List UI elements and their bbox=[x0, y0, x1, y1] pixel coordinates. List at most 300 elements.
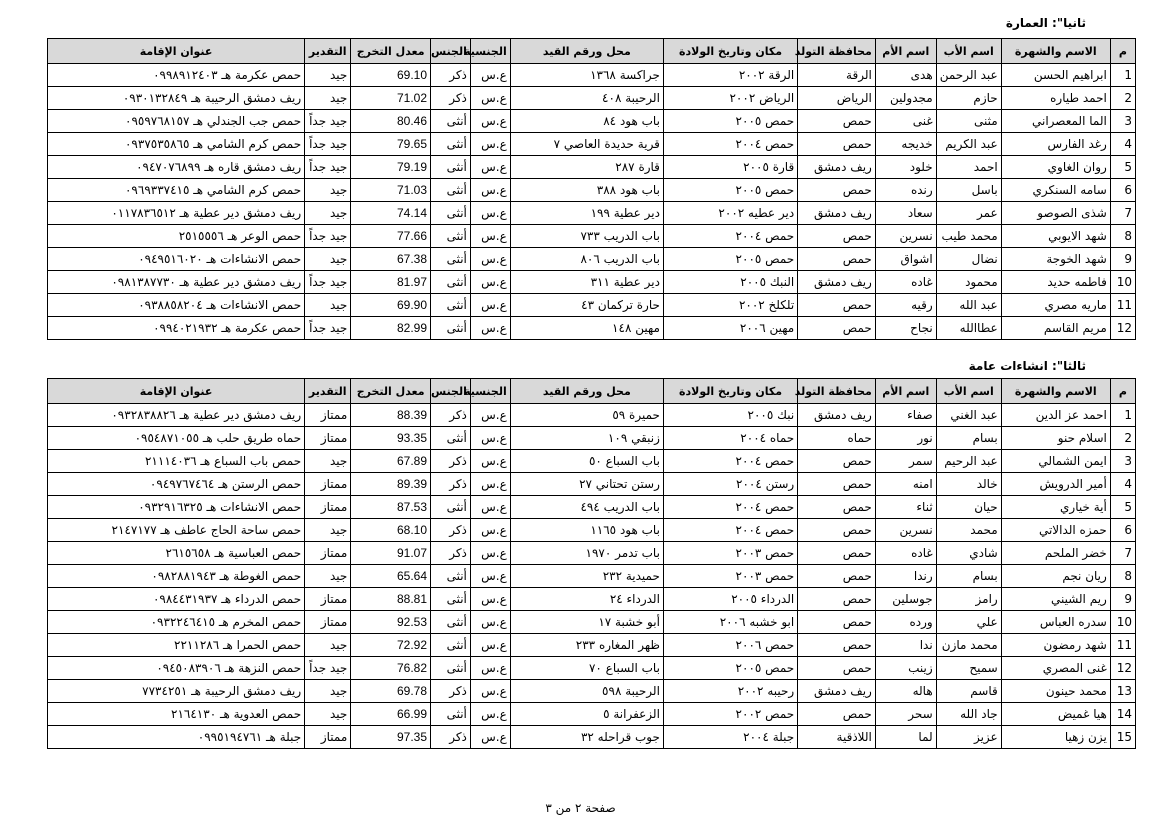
cell-birth-governorate: حمص bbox=[798, 703, 876, 726]
cell-gender: أنثى bbox=[431, 179, 471, 202]
table-row bbox=[48, 317, 1136, 340]
cell-registry-place-number: باب الدريب ٨٠٦ bbox=[510, 248, 663, 271]
cell-graduation-average: 71.02 bbox=[351, 87, 431, 110]
cell-nationality: ع.س bbox=[470, 64, 510, 87]
cell-student-name: احمد عز الدين bbox=[1001, 404, 1110, 427]
cell-birth-place-date: الرقة ٢٠٠٢ bbox=[663, 64, 797, 87]
cell-birth-place-date: حمص ٢٠٠٤ bbox=[663, 496, 797, 519]
cell-registry-place-number: باب السباع ٥٠ bbox=[510, 450, 663, 473]
cell-graduation-average: 79.65 bbox=[351, 133, 431, 156]
cell-registry-place-number: دير عطية ١٩٩ bbox=[510, 202, 663, 225]
cell-father-name: حيان bbox=[936, 496, 1001, 519]
cell-row-number: 1 bbox=[1110, 404, 1135, 427]
students-table-public-construction bbox=[47, 378, 1136, 749]
cell-birth-place-date: نبك ٢٠٠٥ bbox=[663, 404, 797, 427]
cell-birth-place-date: الرياض ٢٠٠٢ bbox=[663, 87, 797, 110]
cell-row-number: 1 bbox=[1110, 64, 1135, 87]
cell-registry-place-number: الدرداء ٢٤ bbox=[510, 588, 663, 611]
cell-mother-name: سمر bbox=[875, 450, 936, 473]
cell-grade: جيد bbox=[305, 634, 351, 657]
cell-father-name: علي bbox=[936, 611, 1001, 634]
cell-birth-place-date: حماه ٢٠٠٤ bbox=[663, 427, 797, 450]
cell-grade: جيد bbox=[305, 202, 351, 225]
cell-birth-governorate: حمص bbox=[798, 179, 876, 202]
cell-grade: جيد bbox=[305, 294, 351, 317]
cell-grade: ممتاز bbox=[305, 473, 351, 496]
cell-row-number: 6 bbox=[1110, 179, 1135, 202]
cell-father-name: قاسم bbox=[936, 680, 1001, 703]
cell-birth-place-date: دير عطيه ٢٠٠٢ bbox=[663, 202, 797, 225]
table-row bbox=[48, 542, 1136, 565]
cell-mother-name: مجدولين bbox=[875, 87, 936, 110]
cell-gender: أنثى bbox=[431, 565, 471, 588]
cell-nationality: ع.س bbox=[470, 657, 510, 680]
cell-residence-address: ريف دمشق الرحيبة هـ ٧٧٣٤٢٥١ bbox=[48, 680, 305, 703]
cell-registry-place-number: باب تدمر ١٩٧٠ bbox=[510, 542, 663, 565]
cell-grade: جيد bbox=[305, 680, 351, 703]
cell-father-name: عزيز bbox=[936, 726, 1001, 749]
table-row bbox=[48, 680, 1136, 703]
cell-residence-address: جبلة هـ ٠٩٩٥١٩٤٧٦١ bbox=[48, 726, 305, 749]
cell-graduation-average: 92.53 bbox=[351, 611, 431, 634]
cell-nationality: ع.س bbox=[470, 496, 510, 519]
cell-residence-address: حماه طريق حلب هـ ٠٩٥٤٨٧١٠٥٥ bbox=[48, 427, 305, 450]
cell-graduation-average: 65.64 bbox=[351, 565, 431, 588]
cell-father-name: نضال bbox=[936, 248, 1001, 271]
cell-residence-address: حمص الانشاءات هـ ٠٩٣٨٨٥٨٢٠٤ bbox=[48, 294, 305, 317]
cell-birth-governorate: حمص bbox=[798, 248, 876, 271]
table-row bbox=[48, 496, 1136, 519]
cell-graduation-average: 81.97 bbox=[351, 271, 431, 294]
cell-birth-governorate: حمص bbox=[798, 110, 876, 133]
cell-graduation-average: 89.39 bbox=[351, 473, 431, 496]
cell-gender: ذكر bbox=[431, 64, 471, 87]
cell-father-name: عطاالله bbox=[936, 317, 1001, 340]
cell-gender: أنثى bbox=[431, 703, 471, 726]
cell-student-name: أمير الدرويش bbox=[1001, 473, 1110, 496]
column-header-birth-place-date: مكان وتاريخ الولادة bbox=[663, 39, 797, 64]
column-header-row-number: م bbox=[1110, 39, 1135, 64]
cell-registry-place-number: باب هود ٣٨٨ bbox=[510, 179, 663, 202]
cell-father-name: سميح bbox=[936, 657, 1001, 680]
cell-graduation-average: 72.92 bbox=[351, 634, 431, 657]
cell-birth-place-date: الدرداء ٢٠٠٥ bbox=[663, 588, 797, 611]
cell-graduation-average: 66.99 bbox=[351, 703, 431, 726]
cell-student-name: محمد حينون bbox=[1001, 680, 1110, 703]
cell-residence-address: حمص العباسية هـ ٢٦١٥٦٥٨ bbox=[48, 542, 305, 565]
cell-registry-place-number: الرحيبة ٥٩٨ bbox=[510, 680, 663, 703]
cell-mother-name: خلود bbox=[875, 156, 936, 179]
table-row bbox=[48, 179, 1136, 202]
cell-grade: ممتاز bbox=[305, 542, 351, 565]
cell-mother-name: ورده bbox=[875, 611, 936, 634]
table-row bbox=[48, 271, 1136, 294]
cell-birth-place-date: النبك ٢٠٠٥ bbox=[663, 271, 797, 294]
cell-mother-name: رندا bbox=[875, 565, 936, 588]
cell-nationality: ع.س bbox=[470, 450, 510, 473]
cell-graduation-average: 79.19 bbox=[351, 156, 431, 179]
cell-gender: ذكر bbox=[431, 519, 471, 542]
cell-registry-place-number: زنبقي ١٠٩ bbox=[510, 427, 663, 450]
table-row bbox=[48, 588, 1136, 611]
cell-student-name: سدره العباس bbox=[1001, 611, 1110, 634]
cell-gender: أنثى bbox=[431, 248, 471, 271]
cell-mother-name: نسرين bbox=[875, 519, 936, 542]
cell-registry-place-number: باب الدريب ٤٩٤ bbox=[510, 496, 663, 519]
cell-mother-name: غاده bbox=[875, 271, 936, 294]
table-row bbox=[48, 565, 1136, 588]
column-header-mother-name: اسم الأم bbox=[875, 379, 936, 404]
cell-row-number: 3 bbox=[1110, 450, 1135, 473]
cell-birth-governorate: الرقة bbox=[798, 64, 876, 87]
cell-mother-name: ندا bbox=[875, 634, 936, 657]
cell-father-name: شادي bbox=[936, 542, 1001, 565]
cell-nationality: ع.س bbox=[470, 110, 510, 133]
cell-mother-name: زينب bbox=[875, 657, 936, 680]
cell-birth-governorate: حمص bbox=[798, 542, 876, 565]
cell-gender: أنثى bbox=[431, 202, 471, 225]
cell-birth-governorate: حماه bbox=[798, 427, 876, 450]
table-row bbox=[48, 87, 1136, 110]
cell-grade: ممتاز bbox=[305, 427, 351, 450]
cell-grade: جيد bbox=[305, 565, 351, 588]
cell-row-number: 6 bbox=[1110, 519, 1135, 542]
cell-grade: جيد bbox=[305, 450, 351, 473]
cell-birth-governorate: حمص bbox=[798, 657, 876, 680]
cell-grade: جيد جداً bbox=[305, 156, 351, 179]
cell-mother-name: صفاء bbox=[875, 404, 936, 427]
cell-residence-address: حمص الانشاءات هـ ٠٩٤٩٥١٦٠٢٠ bbox=[48, 248, 305, 271]
cell-grade: ممتاز bbox=[305, 611, 351, 634]
cell-mother-name: نور bbox=[875, 427, 936, 450]
cell-registry-place-number: باب الدريب ٧٣٣ bbox=[510, 225, 663, 248]
cell-registry-place-number: باب السباع ٧٠ bbox=[510, 657, 663, 680]
cell-graduation-average: 69.90 bbox=[351, 294, 431, 317]
cell-grade: ممتاز bbox=[305, 404, 351, 427]
table-header-row bbox=[48, 39, 1136, 64]
cell-student-name: ابراهيم الحسن bbox=[1001, 64, 1110, 87]
cell-residence-address: حمص الحمرا هـ ٢٢١١٢٨٦ bbox=[48, 634, 305, 657]
column-header-nationality: الجنسية bbox=[470, 39, 510, 64]
cell-birth-place-date: حمص ٢٠٠٥ bbox=[663, 657, 797, 680]
cell-mother-name: اشواق bbox=[875, 248, 936, 271]
column-header-birth-place-date: مكان وتاريخ الولادة bbox=[663, 379, 797, 404]
cell-father-name: محمد مازن bbox=[936, 634, 1001, 657]
cell-birth-place-date: حمص ٢٠٠٦ bbox=[663, 634, 797, 657]
cell-row-number: 5 bbox=[1110, 496, 1135, 519]
cell-row-number: 10 bbox=[1110, 271, 1135, 294]
cell-row-number: 12 bbox=[1110, 657, 1135, 680]
cell-grade: جيد bbox=[305, 248, 351, 271]
cell-father-name: محمد bbox=[936, 519, 1001, 542]
cell-registry-place-number: باب هود ١١٦٥ bbox=[510, 519, 663, 542]
cell-birth-place-date: رحيبه ٢٠٠٢ bbox=[663, 680, 797, 703]
cell-nationality: ع.س bbox=[470, 565, 510, 588]
cell-residence-address: ريف دمشق دير عطية هـ ٠٩٨١٣٨٧٧٣٠ bbox=[48, 271, 305, 294]
cell-student-name: شهد رمضون bbox=[1001, 634, 1110, 657]
cell-birth-governorate: حمص bbox=[798, 225, 876, 248]
cell-nationality: ع.س bbox=[470, 703, 510, 726]
cell-mother-name: غنى bbox=[875, 110, 936, 133]
cell-row-number: 9 bbox=[1110, 588, 1135, 611]
cell-father-name: حازم bbox=[936, 87, 1001, 110]
cell-birth-governorate: حمص bbox=[798, 519, 876, 542]
cell-birth-governorate: ريف دمشق bbox=[798, 202, 876, 225]
cell-father-name: عبد الغني bbox=[936, 404, 1001, 427]
cell-graduation-average: 68.10 bbox=[351, 519, 431, 542]
cell-student-name: الما المعصراني bbox=[1001, 110, 1110, 133]
cell-registry-place-number: قارة ٢٨٧ bbox=[510, 156, 663, 179]
cell-graduation-average: 67.89 bbox=[351, 450, 431, 473]
cell-graduation-average: 88.81 bbox=[351, 588, 431, 611]
cell-row-number: 12 bbox=[1110, 317, 1135, 340]
column-header-gender: الجنس bbox=[431, 379, 471, 404]
cell-nationality: ع.س bbox=[470, 588, 510, 611]
cell-birth-place-date: حمص ٢٠٠٤ bbox=[663, 519, 797, 542]
cell-residence-address: حمص الوعر هـ ٢٥١٥٥٥٦ bbox=[48, 225, 305, 248]
cell-residence-address: حمص الرستن هـ ٠٩٤٩٧٦٧٤٦٤ bbox=[48, 473, 305, 496]
cell-residence-address: حمص الانشاءات هـ ٠٩٣٢٩١٦٣٢٥ bbox=[48, 496, 305, 519]
cell-gender: أنثى bbox=[431, 294, 471, 317]
cell-residence-address: حمص عكرمة هـ ٠٩٩٨٩١٢٤٠٣ bbox=[48, 64, 305, 87]
cell-birth-governorate: حمص bbox=[798, 317, 876, 340]
cell-registry-place-number: قرية حديدة العاصي ٧ bbox=[510, 133, 663, 156]
cell-nationality: ع.س bbox=[470, 248, 510, 271]
cell-registry-place-number: الزعفرانة ٥ bbox=[510, 703, 663, 726]
cell-registry-place-number: أبو خشبة ١٧ bbox=[510, 611, 663, 634]
column-header-row-number: م bbox=[1110, 379, 1135, 404]
cell-row-number: 10 bbox=[1110, 611, 1135, 634]
cell-mother-name: سعاد bbox=[875, 202, 936, 225]
table-row bbox=[48, 427, 1136, 450]
cell-nationality: ع.س bbox=[470, 680, 510, 703]
cell-graduation-average: 88.39 bbox=[351, 404, 431, 427]
cell-birth-place-date: حمص ٢٠٠٥ bbox=[663, 248, 797, 271]
table-row bbox=[48, 156, 1136, 179]
cell-student-name: شهد الايوبي bbox=[1001, 225, 1110, 248]
column-header-birth-governorate: محافظة التولد bbox=[798, 379, 876, 404]
cell-grade: جيد bbox=[305, 703, 351, 726]
cell-birth-place-date: مهين ٢٠٠٦ bbox=[663, 317, 797, 340]
cell-row-number: 13 bbox=[1110, 680, 1135, 703]
cell-residence-address: ريف دمشق الرحيبة هـ ٠٩٣٠١٣٢٨٤٩ bbox=[48, 87, 305, 110]
table-row bbox=[48, 225, 1136, 248]
cell-birth-place-date: جبلة ٢٠٠٤ bbox=[663, 726, 797, 749]
cell-mother-name: نسرين bbox=[875, 225, 936, 248]
cell-mother-name: خديجه bbox=[875, 133, 936, 156]
cell-nationality: ع.س bbox=[470, 542, 510, 565]
cell-graduation-average: 74.14 bbox=[351, 202, 431, 225]
cell-row-number: 11 bbox=[1110, 294, 1135, 317]
cell-student-name: غنى المصري bbox=[1001, 657, 1110, 680]
cell-gender: أنثى bbox=[431, 634, 471, 657]
cell-gender: أنثى bbox=[431, 588, 471, 611]
cell-birth-place-date: رستن ٢٠٠٤ bbox=[663, 473, 797, 496]
cell-row-number: 7 bbox=[1110, 542, 1135, 565]
cell-student-name: سامه السنكري bbox=[1001, 179, 1110, 202]
cell-student-name: ايمن الشمالي bbox=[1001, 450, 1110, 473]
cell-gender: أنثى bbox=[431, 110, 471, 133]
cell-birth-place-date: حمص ٢٠٠٢ bbox=[663, 703, 797, 726]
table-row bbox=[48, 703, 1136, 726]
column-header-graduation-average: معدل التخرج bbox=[351, 379, 431, 404]
cell-student-name: رغد الفارس bbox=[1001, 133, 1110, 156]
cell-birth-place-date: حمص ٢٠٠٣ bbox=[663, 542, 797, 565]
cell-student-name: مريم القاسم bbox=[1001, 317, 1110, 340]
cell-residence-address: ريف دمشق قاره هـ ٠٩٤٧٠٧٦٨٩٩ bbox=[48, 156, 305, 179]
cell-row-number: 4 bbox=[1110, 473, 1135, 496]
cell-row-number: 5 bbox=[1110, 156, 1135, 179]
cell-grade: جيد bbox=[305, 87, 351, 110]
cell-father-name: عبد الرحمن bbox=[936, 64, 1001, 87]
cell-nationality: ع.س bbox=[470, 634, 510, 657]
cell-mother-name: سحر bbox=[875, 703, 936, 726]
cell-nationality: ع.س bbox=[470, 611, 510, 634]
cell-grade: جيد bbox=[305, 519, 351, 542]
cell-mother-name: لما bbox=[875, 726, 936, 749]
cell-birth-governorate: حمص bbox=[798, 473, 876, 496]
cell-father-name: محمد طيب bbox=[936, 225, 1001, 248]
cell-nationality: ع.س bbox=[470, 202, 510, 225]
cell-nationality: ع.س bbox=[470, 179, 510, 202]
table-row bbox=[48, 519, 1136, 542]
cell-mother-name: جوسلين bbox=[875, 588, 936, 611]
table-row bbox=[48, 404, 1136, 427]
cell-father-name: عبد الرحيم bbox=[936, 450, 1001, 473]
column-header-residence-address: عنوان الإقامة bbox=[48, 379, 305, 404]
column-header-registry-place-number: محل ورقم القيد bbox=[510, 39, 663, 64]
table-row bbox=[48, 726, 1136, 749]
cell-birth-place-date: حمص ٢٠٠٤ bbox=[663, 225, 797, 248]
cell-row-number: 2 bbox=[1110, 427, 1135, 450]
cell-nationality: ع.س bbox=[470, 294, 510, 317]
cell-gender: أنثى bbox=[431, 657, 471, 680]
cell-residence-address: ريف دمشق دير عطية هـ ٠١١٧٨٣٦٥١٢ bbox=[48, 202, 305, 225]
cell-nationality: ع.س bbox=[470, 87, 510, 110]
cell-student-name: أية خياري bbox=[1001, 496, 1110, 519]
cell-birth-governorate: ريف دمشق bbox=[798, 404, 876, 427]
cell-nationality: ع.س bbox=[470, 271, 510, 294]
cell-graduation-average: 91.07 bbox=[351, 542, 431, 565]
cell-grade: ممتاز bbox=[305, 496, 351, 519]
cell-mother-name: غاده bbox=[875, 542, 936, 565]
cell-birth-governorate: حمص bbox=[798, 496, 876, 519]
cell-student-name: شهد الخوجة bbox=[1001, 248, 1110, 271]
cell-graduation-average: 93.35 bbox=[351, 427, 431, 450]
cell-registry-place-number: حميرة ٥٩ bbox=[510, 404, 663, 427]
cell-mother-name: رقيه bbox=[875, 294, 936, 317]
cell-birth-place-date: حمص ٢٠٠٤ bbox=[663, 133, 797, 156]
cell-registry-place-number: باب هود ٨٤ bbox=[510, 110, 663, 133]
cell-graduation-average: 82.99 bbox=[351, 317, 431, 340]
column-header-gender: الجنس bbox=[431, 39, 471, 64]
table-row bbox=[48, 294, 1136, 317]
cell-registry-place-number: مهين ١٤٨ bbox=[510, 317, 663, 340]
column-header-student-name: الاسم والشهرة bbox=[1001, 39, 1110, 64]
cell-residence-address: حمص جب الجندلي هـ ٠٩٥٩٧٦٨١٥٧ bbox=[48, 110, 305, 133]
column-header-father-name: اسم الأب bbox=[936, 379, 1001, 404]
cell-residence-address: حمص الغوطة هـ ٠٩٨٢٨٨١٩٤٣ bbox=[48, 565, 305, 588]
column-header-student-name: الاسم والشهرة bbox=[1001, 379, 1110, 404]
cell-father-name: بسام bbox=[936, 427, 1001, 450]
cell-graduation-average: 67.38 bbox=[351, 248, 431, 271]
cell-birth-governorate: ريف دمشق bbox=[798, 271, 876, 294]
cell-residence-address: حمص ساحة الحاج عاطف هـ ٢١٤٧١٧٧ bbox=[48, 519, 305, 542]
cell-father-name: مثنى bbox=[936, 110, 1001, 133]
cell-student-name: حمزه الدالاتي bbox=[1001, 519, 1110, 542]
cell-registry-place-number: رستن تحتاني ٢٧ bbox=[510, 473, 663, 496]
cell-father-name: بسام bbox=[936, 565, 1001, 588]
cell-residence-address: حمص المخرم هـ ٠٩٣٢٢٤٦٤١٥ bbox=[48, 611, 305, 634]
table-row bbox=[48, 450, 1136, 473]
column-header-grade: التقدير bbox=[305, 379, 351, 404]
cell-graduation-average: 97.35 bbox=[351, 726, 431, 749]
cell-graduation-average: 77.66 bbox=[351, 225, 431, 248]
cell-nationality: ع.س bbox=[470, 133, 510, 156]
cell-mother-name: امنه bbox=[875, 473, 936, 496]
cell-registry-place-number: جراكسة ١٣٦٨ bbox=[510, 64, 663, 87]
column-header-mother-name: اسم الأم bbox=[875, 39, 936, 64]
cell-row-number: 4 bbox=[1110, 133, 1135, 156]
cell-birth-governorate: ريف دمشق bbox=[798, 156, 876, 179]
cell-row-number: 14 bbox=[1110, 703, 1135, 726]
cell-student-name: خضر الملحم bbox=[1001, 542, 1110, 565]
cell-birth-governorate: حمص bbox=[798, 133, 876, 156]
table-row bbox=[48, 64, 1136, 87]
cell-gender: أنثى bbox=[431, 317, 471, 340]
cell-nationality: ع.س bbox=[470, 156, 510, 179]
cell-mother-name: ثناء bbox=[875, 496, 936, 519]
cell-row-number: 9 bbox=[1110, 248, 1135, 271]
cell-nationality: ع.س bbox=[470, 519, 510, 542]
cell-grade: جيد جداً bbox=[305, 317, 351, 340]
cell-gender: أنثى bbox=[431, 225, 471, 248]
cell-grade: ممتاز bbox=[305, 726, 351, 749]
table-row bbox=[48, 473, 1136, 496]
cell-row-number: 3 bbox=[1110, 110, 1135, 133]
cell-gender: أنثى bbox=[431, 611, 471, 634]
cell-birth-place-date: قارة ٢٠٠٥ bbox=[663, 156, 797, 179]
cell-row-number: 11 bbox=[1110, 634, 1135, 657]
cell-mother-name: رنده bbox=[875, 179, 936, 202]
cell-birth-place-date: تلكلخ ٢٠٠٢ bbox=[663, 294, 797, 317]
cell-birth-place-date: حمص ٢٠٠٥ bbox=[663, 110, 797, 133]
cell-student-name: اسلام حنو bbox=[1001, 427, 1110, 450]
cell-row-number: 8 bbox=[1110, 225, 1135, 248]
table-row bbox=[48, 133, 1136, 156]
page-number: صفحة ٢ من ٣ bbox=[545, 801, 616, 815]
cell-graduation-average: 71.03 bbox=[351, 179, 431, 202]
cell-graduation-average: 69.10 bbox=[351, 64, 431, 87]
cell-residence-address: حمص عكرمة هـ ٠٩٩٤٠٢١٩٣٢ bbox=[48, 317, 305, 340]
cell-residence-address: حمص باب السباع هـ ٢١١١٤٠٣٦ bbox=[48, 450, 305, 473]
cell-registry-place-number: دير عطية ٣١١ bbox=[510, 271, 663, 294]
cell-residence-address: ريف دمشق دير عطية هـ ٠٩٣٢٨٣٨٨٢٦ bbox=[48, 404, 305, 427]
cell-registry-place-number: جوب قراحله ٣٢ bbox=[510, 726, 663, 749]
cell-nationality: ع.س bbox=[470, 317, 510, 340]
cell-student-name: احمد طياره bbox=[1001, 87, 1110, 110]
cell-row-number: 2 bbox=[1110, 87, 1135, 110]
table-header-row bbox=[48, 379, 1136, 404]
cell-nationality: ع.س bbox=[470, 427, 510, 450]
cell-gender: ذكر bbox=[431, 87, 471, 110]
cell-birth-place-date: حمص ٢٠٠٣ bbox=[663, 565, 797, 588]
cell-gender: ذكر bbox=[431, 450, 471, 473]
cell-gender: ذكر bbox=[431, 404, 471, 427]
cell-graduation-average: 76.82 bbox=[351, 657, 431, 680]
column-header-residence-address: عنوان الإقامة bbox=[48, 39, 305, 64]
cell-student-name: هيا غميض bbox=[1001, 703, 1110, 726]
